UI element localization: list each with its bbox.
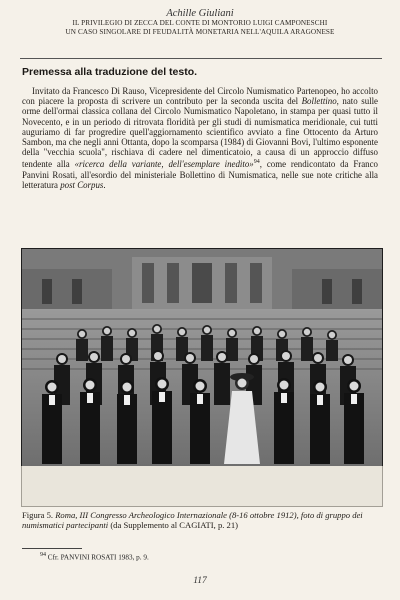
author-name: Achille Giuliani (166, 8, 234, 19)
body-paragraph (22, 86, 378, 190)
running-title-line2: UN CASO SINGOLARE DI FEUDALITÀ MONETARIA NELL'AQUILA ARAGONESE (65, 28, 335, 36)
body-text-part: . (103, 179, 106, 190)
footnote-number: 94 (40, 552, 46, 558)
footnote (40, 552, 149, 561)
group-photo-image (22, 249, 382, 467)
group-photograph (21, 248, 383, 468)
section-title: Premessa alla traduzione del testo. (22, 66, 198, 78)
caption-lead: Figura 5. (22, 510, 56, 520)
page-number: 117 (193, 576, 207, 586)
caption-italic: Roma, III Congresso Archeologico Internazionale (8-16 ottobre 1912), foto di gruppo dei numismatici partecipanti (22, 510, 363, 531)
footnote-ref[interactable]: 94 (253, 159, 260, 166)
footnote-text: Cfr. PANVINI ROSATI 1983, p. 9. (46, 553, 149, 562)
running-title-line1: IL PRIVILEGIO DI ZECCA DEL CONTE DI MONTORIO LUIGI CAMPONESCHI (72, 19, 328, 27)
body-text-part: , come rendicontato da Franco Panvini Rosati, all'esordio del ministeriale Bollettino di Numismatica, nelle sue note critiche alla letteratura (22, 159, 378, 190)
body-text-part: Invitato da Francesco Di Rauso, Vicepresidente del Circolo Numismatico Partenopeo, ho accolto con piacere la proposta di scrivere un contributo per la seconda uscita del (22, 86, 378, 107)
body-text-part: , nato sulle orme dell'ormai classica collana del Circolo Numismatico Napoletano, in stampa per quasi tutto il Novecento, e in un periodo di ritrovata floridità per gli studi di numismatica meridionale, cui tutti auguriamo di far progredire quell'aggiornamento scientifico avviato a fine Ottocento da Arturo Sambon, ma che negli anni Ottanta, dopo la scomparsa (1984) di Giovanni Bovi, l'ultimo esponente della "vecchia scuola", rischiava di cadere nel dimenticatoio, a causa di un approccio diffuso tendente alla (22, 96, 378, 170)
caption-tail: (da Supplemento al CAGIATI, p. 21) (108, 520, 239, 531)
body-italic-quote: «ricerca della variante, dell'esemplare inedito» (74, 159, 254, 170)
body-italic-bollettino: Bollettino (301, 96, 337, 107)
figure-caption (22, 510, 380, 530)
footnote-divider (22, 548, 82, 549)
photo-legend-strip (21, 466, 383, 507)
header-divider (20, 58, 382, 59)
running-head (0, 8, 400, 37)
body-italic-post-corpus: post Corpus (60, 179, 104, 190)
